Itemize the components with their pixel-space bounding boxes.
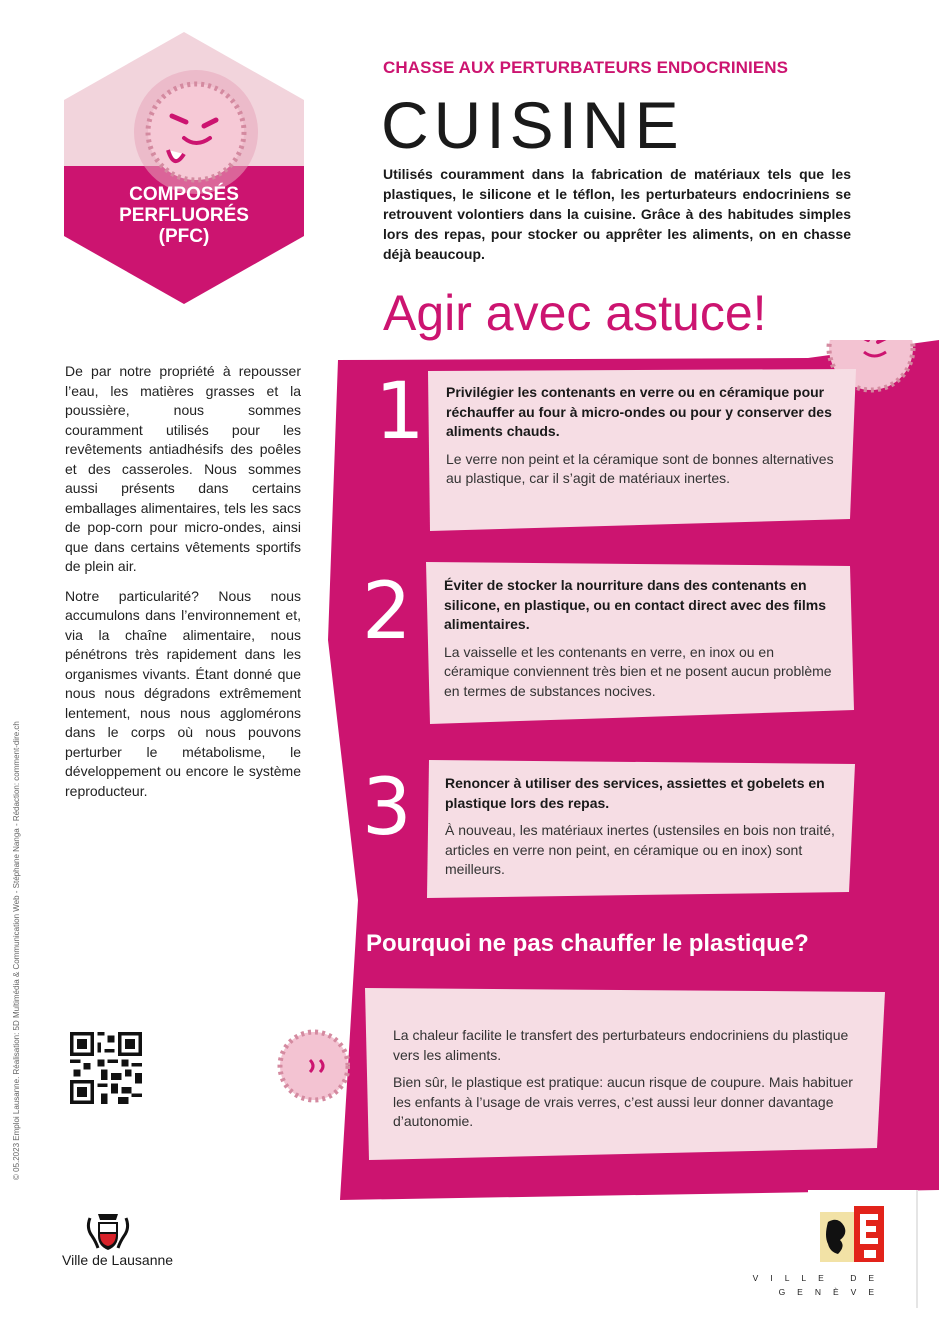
virus-mascot-icon [270,1020,350,1110]
why-paragraph: La chaleur facilite le transfert des perturbateurs endocriniens du plastique vers les aliments. [393,1027,849,1063]
geneve-label [736,1271,886,1299]
badge-line: COMPOSÉS [129,184,239,205]
credit-line: © 05.2023 Emploi Lausanne. Réalisation: 5D Multimédia & Communication Web - Stéphane Nanga - Rédaction: comment-dire.ch [12,721,21,1180]
tip-body: Le verre non peint et la céramique sont de bonnes alternatives au plastique, car il s’agit de matériaux inertes. [446,450,834,486]
why-title: Pourquoi ne pas chauffer le plastique? [366,930,809,957]
tip-title: Éviter de stocker la nourriture dans des contenants en silicone, en plastique, ou en contact direct avec des films alimentaires. [444,577,827,632]
lausanne-coat-of-arms-icon [84,1210,132,1254]
geneve-line: GENÈVE [778,1287,886,1297]
geneve-coat-of-arms-icon [820,1206,890,1266]
qr-code-icon[interactable] [70,1032,142,1104]
geneve-line: VILLE DE [752,1273,886,1283]
section-title: Agir avec astuce! [383,285,767,341]
tip-title: Renoncer à utiliser des services, assiettes et gobelets en plastique lors des repas. [445,775,825,811]
tip-number: 2 [362,567,412,657]
left-paragraph: De par notre propriété à repousser l’eau, les matières grasses et la poussière, nous sommes couramment utilisés pour les revêtements antiadhésifs des poêles et des casseroles. Nous sommes aussi présents dans certains emballages alimentaires, tels les sacs de pop-corn pour micro-ondes, ainsi que dans certains vêtements sportifs de plein air. [65,363,301,574]
left-description [65,362,301,811]
tip-body: À nouveau, les matériaux inertes (ustensiles en bois non traité, articles en verre non peint, en céramique ou en inox) sont meilleurs. [445,822,835,877]
why-box [365,988,885,1160]
badge-line: (PFC) [158,226,210,247]
tip-number: 3 [362,763,412,853]
badge-label [64,184,304,247]
supertitle: CHASSE AUX PERTURBATEURS ENDOCRINIENS [383,58,789,77]
page-title: CUISINE [381,88,684,162]
virus-mascot-icon [134,70,258,194]
intro-paragraph: Utilisés couramment dans la fabrication de matériaux tels que les plastiques, le silicone et le téflon, les perturbateurs endocriniens se retrouvent volontiers dans la cuisine. Grâce à des habitudes simples lors des repas, pour stocker ou apprêter les aliments, on en chasse déjà beaucoup. [383,166,851,262]
tip-title: Privilégier les contenants en verre ou en céramique pour réchauffer au four à micro-ondes ou pour y conserver des aliments chauds. [446,384,832,439]
lausanne-label: Ville de Lausanne [62,1252,174,1268]
pfc-badge [64,32,304,304]
tip-card [426,562,854,724]
tip-card [428,369,856,531]
badge-line: PERFLUORÉS [119,205,249,226]
why-paragraph: Bien sûr, le plastique est pratique: aucun risque de coupure. Mais habituer les enfants à l’usage de vrais verres, c’est aussi leur donner davantage d’autonomie. [393,1074,853,1129]
tip-card [427,760,855,898]
left-paragraph: Notre particularité? Nous nous accumulons dans l’environnement et, via la chaîne alimentaire, nous pénétrons très rapidement dans les organismes vivants. Étant donné que nous nous dégradons extrêmement lentement, nous nous agglomérons dans le corps où nous pouvons perturber le métabolisme, le développement ou encore le système reproducteur. [65,587,301,799]
tip-body: La vaisselle et les contenants en verre, en inox ou en céramique conviennent très bien et ne posent aucun problème en termes de substances nocives. [444,643,832,699]
tip-number: 1 [375,367,425,457]
